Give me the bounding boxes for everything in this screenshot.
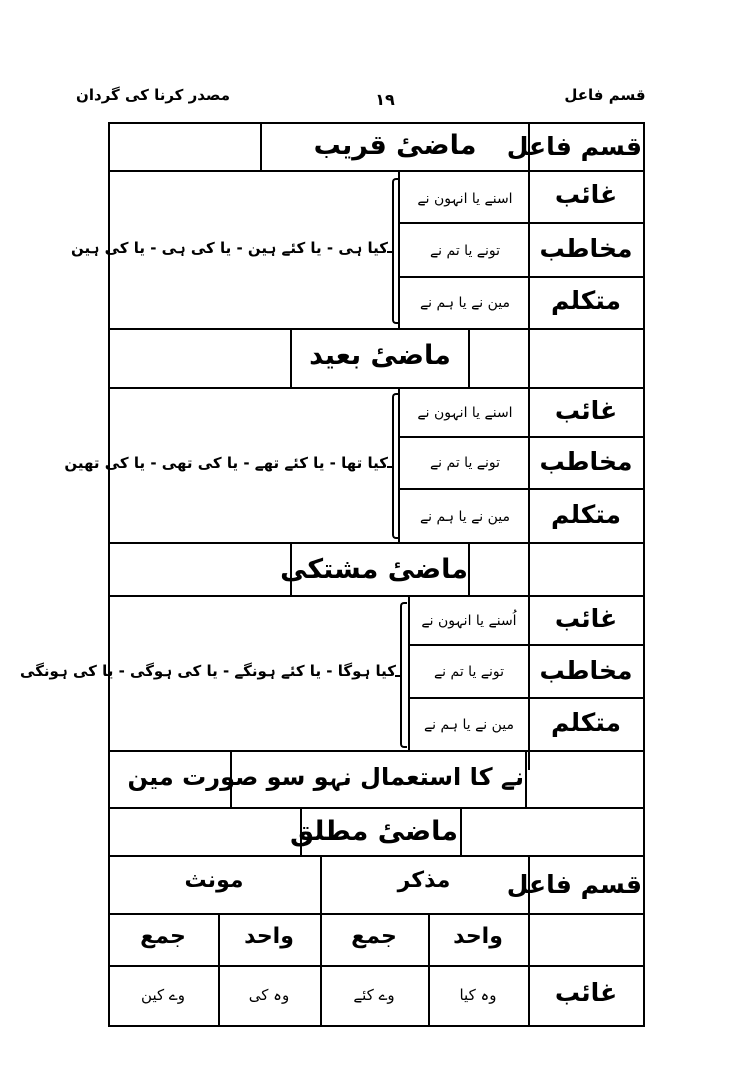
qism-fail-label: قسم فاعل	[506, 870, 642, 899]
grid-line	[108, 1025, 645, 1027]
section-title-mutlaq: ماضیٔ مطلق	[289, 816, 458, 847]
grid-line	[108, 542, 645, 544]
row-label-mutakallim: متکلم	[550, 286, 622, 315]
row-pronoun: اسنے یا انہون نے	[417, 191, 513, 207]
brace	[392, 393, 399, 539]
grid-line	[108, 750, 645, 752]
brace	[400, 602, 407, 748]
grid-line	[468, 542, 470, 595]
section-title: ماضیٔ مشتکی	[280, 554, 468, 585]
verb-forms: کیا ہوگا - یا کئے ہونگے - یا کی ہوگی - یا کی ہونگی	[20, 662, 396, 680]
grid-line	[108, 913, 645, 915]
grid-line	[525, 750, 527, 807]
header-left: مصدر کرنا کی گردان	[76, 86, 230, 104]
jama-label: جمع	[351, 924, 397, 949]
wahid-label: واحد	[453, 924, 503, 949]
row-pronoun: اسنے یا انہون نے	[417, 405, 513, 421]
brace	[392, 178, 399, 324]
row-pronoun: اُسنے یا انہون نے	[421, 613, 517, 629]
verb-forms: کیا تھا - یا کئے تھے - یا کی تھی - یا کی تھین	[64, 454, 388, 472]
grid-line	[108, 387, 645, 389]
row-pronoun: مین نے یا ہم نے	[419, 295, 511, 311]
row-pronoun: مین نے یا ہم نے	[423, 717, 515, 733]
row-label-gaib: غائب	[554, 978, 618, 1007]
grid-line	[408, 644, 645, 646]
grid-line	[108, 965, 645, 967]
grid-line	[643, 122, 645, 1027]
grid-line	[460, 807, 462, 855]
wahid-label: واحد	[244, 924, 294, 949]
table-cell: وے کین	[141, 986, 185, 1004]
row-label-mukhatab: مخاطب	[539, 234, 633, 263]
row-label-mukhatab: مخاطب	[539, 447, 633, 476]
grid-line	[260, 122, 262, 170]
mudhakkar-label: مذکر	[397, 868, 451, 893]
header-right: قسم فاعل	[564, 86, 646, 104]
grid-line	[408, 697, 645, 699]
grid-line	[398, 222, 645, 224]
grid-line	[398, 488, 645, 490]
row-pronoun: تونے یا تم نے	[429, 455, 501, 471]
section-header-qism: قسم فاعل	[506, 132, 642, 161]
grid-line	[468, 328, 470, 387]
row-label-gaib: غائب	[554, 604, 618, 633]
row-label-mutakallim: متکلم	[550, 708, 622, 737]
grid-line	[398, 276, 645, 278]
table-cell: وہ کی	[248, 986, 290, 1004]
muannath-label: مونث	[184, 868, 244, 893]
grid-line	[398, 436, 645, 438]
table-cell: وہ کیا	[459, 986, 497, 1004]
grid-line	[108, 855, 645, 857]
row-label-mutakallim: متکلم	[550, 500, 622, 529]
grid-line	[108, 807, 645, 809]
grid-line	[408, 595, 410, 750]
row-label-mukhatab: مخاطب	[539, 656, 633, 685]
section-title: ماضیٔ بعید	[309, 340, 451, 371]
verb-forms: کیا ہی - یا کئے ہین - یا کی ہی - یا کی ہین	[70, 239, 388, 257]
row-pronoun: مین نے یا ہم نے	[419, 509, 511, 525]
page-number: ۱۹	[375, 90, 395, 109]
note-row: نے کا استعمال نہو سو صورت مین	[127, 763, 524, 791]
jama-label: جمع	[140, 924, 186, 949]
row-pronoun: تونے یا تم نے	[433, 664, 505, 680]
grid-line	[108, 595, 645, 597]
grid-line	[108, 122, 645, 124]
row-label-gaib: غائب	[554, 180, 618, 209]
row-pronoun: تونے یا تم نے	[429, 243, 501, 259]
grid-line	[108, 328, 645, 330]
section-title: ماضیٔ قریب	[313, 130, 477, 161]
table-cell: وے کئے	[353, 986, 395, 1004]
row-label-gaib: غائب	[554, 396, 618, 425]
grid-line	[108, 170, 645, 172]
